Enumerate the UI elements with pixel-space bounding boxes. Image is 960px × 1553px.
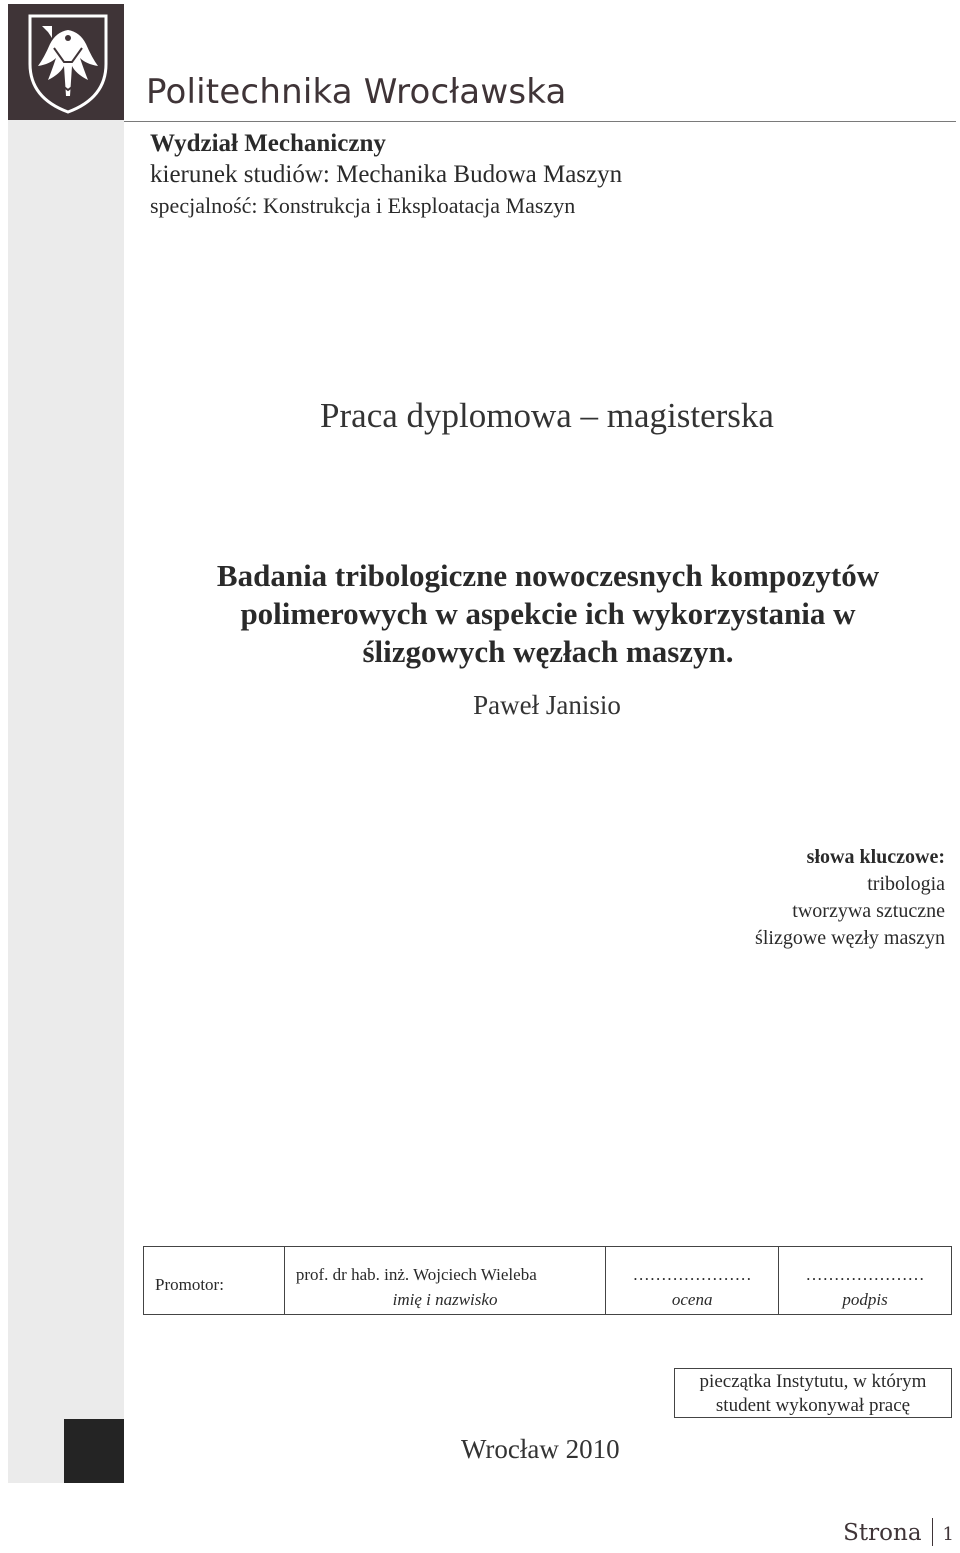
grade-caption: ocena bbox=[606, 1286, 779, 1315]
grade-field: ………………… bbox=[606, 1247, 779, 1287]
university-logo bbox=[8, 4, 124, 120]
keyword-item: ślizgowe węzły maszyn bbox=[755, 927, 945, 949]
signature-field: ………………… bbox=[779, 1247, 952, 1287]
author-name: Paweł Janisio bbox=[473, 690, 621, 720]
header-divider bbox=[124, 121, 956, 122]
left-margin-band bbox=[8, 120, 124, 1483]
page-label: Strona bbox=[843, 1520, 922, 1546]
page-footer bbox=[843, 1518, 954, 1546]
signature-table bbox=[143, 1246, 952, 1315]
thesis-title-line: ślizgowych węzłach maszyn. bbox=[362, 634, 734, 669]
faculty-block bbox=[150, 128, 622, 221]
stamp-line: pieczątka Instytutu, w którym bbox=[699, 1371, 927, 1392]
thesis-title-line: Badania tribologiczne nowoczesnych kompozytów bbox=[216, 558, 880, 593]
eagle-crest-icon bbox=[8, 4, 124, 120]
signature-caption: podpis bbox=[779, 1286, 952, 1315]
university-name: Politechnika Wrocławska bbox=[146, 72, 567, 112]
thesis-title bbox=[140, 557, 956, 671]
thesis-type: Praca dyplomowa – magisterska bbox=[320, 396, 774, 435]
promotor-label: Promotor: bbox=[144, 1247, 285, 1315]
faculty-name: Wydział Mechaniczny bbox=[150, 130, 386, 157]
table-row bbox=[144, 1247, 952, 1287]
keywords-label: słowa kluczowe: bbox=[806, 846, 945, 868]
decorative-block bbox=[64, 1419, 124, 1483]
keyword-item: tworzywa sztuczne bbox=[792, 900, 945, 922]
name-caption: imię i nazwisko bbox=[284, 1286, 605, 1315]
keyword-item: tribologia bbox=[867, 873, 945, 895]
keywords-block bbox=[755, 844, 945, 952]
thesis-title-line: polimerowych w aspekcie ich wykorzystania w bbox=[240, 596, 856, 631]
specialization: specjalność: Konstrukcja i Eksploatacja Maszyn bbox=[150, 193, 576, 218]
stamp-line: student wykonywał pracę bbox=[715, 1395, 911, 1416]
city-year: Wrocław 2010 bbox=[461, 1434, 620, 1464]
field-of-study: kierunek studiów: Mechanika Budowa Maszyn bbox=[150, 161, 623, 188]
page-number: 1 bbox=[942, 1524, 954, 1545]
promotor-name: prof. dr hab. inż. Wojciech Wieleba bbox=[284, 1247, 605, 1287]
page-separator bbox=[932, 1518, 933, 1546]
institute-stamp-box bbox=[674, 1368, 952, 1418]
